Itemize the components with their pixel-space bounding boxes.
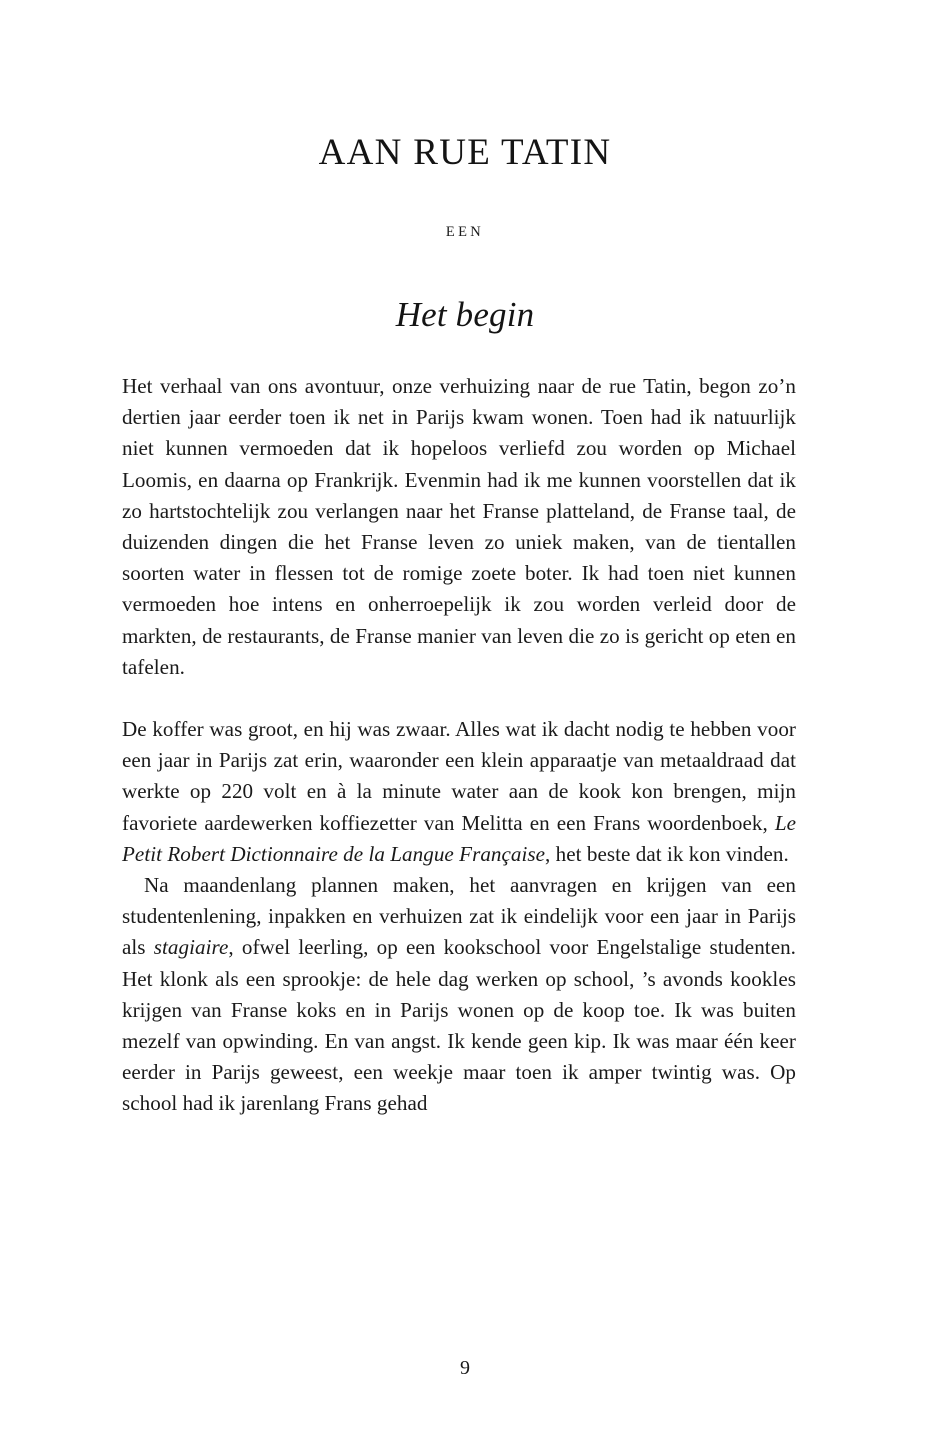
- page-number: 9: [460, 1357, 470, 1379]
- chapter-number-label: EEN: [445, 224, 485, 240]
- body-text-block: [122, 371, 796, 1120]
- chapter-title: Het begin: [395, 295, 535, 335]
- paragraph-2-text-after-italic: , het beste dat ik kon vinden.: [545, 841, 789, 866]
- paragraph-2-text-before-italic: De koffer was groot, en hij was zwaar. Alles wat ik dacht nodig te hebben voor een jaar in Parijs zat erin, waaronder een klein apparaatje van metaaldraad dat werkte op 220 volt en à la minute water aan de kook kon brengen, mijn favoriete aardewerken koffiezetter van Melitta en een Frans woordenboek,: [122, 717, 796, 835]
- paragraph-2: [122, 714, 796, 870]
- paragraph-3-text-before-italic: Na maandenlang plannen maken, het aanvragen en krijgen van een studentenlening, inpakken en verhuizen zat ik eindelijk voor een jaar in Parijs als: [122, 873, 796, 960]
- paragraph-3-text-after-italic: , ofwel leerling, op een kookschool voor Engelstalige studenten. Het klonk als een sprookje: de hele dag werken op school, ’s avonds kookles krijgen van Franse koks en in Parijs wonen op de koop toe. Ik was buiten mezelf van opwinding. En van angst. Ik kende geen kip. Ik was maar één keer eerder in Parijs geweest, een weekje maar toen ik amper twintig was. Op school had ik jarenlang Frans gehad: [122, 935, 797, 1116]
- paragraph-1: Het verhaal van ons avontuur, onze verhuizing naar de rue Tatin, begon zo’n dertien jaar eerder toen ik net in Parijs kwam wonen. Toen had ik natuurlijk niet kunnen vermoeden dat ik hopeloos verliefd zou worden op Michael Loomis, en daarna op Frankrijk. Evenmin had ik me kunnen voorstellen dat ik zo hartstochtelijk zou verlangen naar het Franse platteland, de Franse taal, de duizenden dingen die het Franse leven zo uniek maken, van de tientallen soorten water in flessen tot de romige zoete boter. Ik had toen niet kunnen vermoeden hoe intens en onherroepelijk ik zou worden verleid door de markten, de restaurants, de Franse manier van leven die zo is gericht op eten en tafelen.: [122, 374, 796, 679]
- foreign-term-stagiaire: stagiaire: [153, 935, 229, 960]
- page-title: AAN RUE TATIN: [318, 131, 612, 173]
- book-title-citation: Le Petit Robert Dictionnaire de la Langue Française: [122, 810, 796, 866]
- paragraph-3: [122, 870, 796, 1120]
